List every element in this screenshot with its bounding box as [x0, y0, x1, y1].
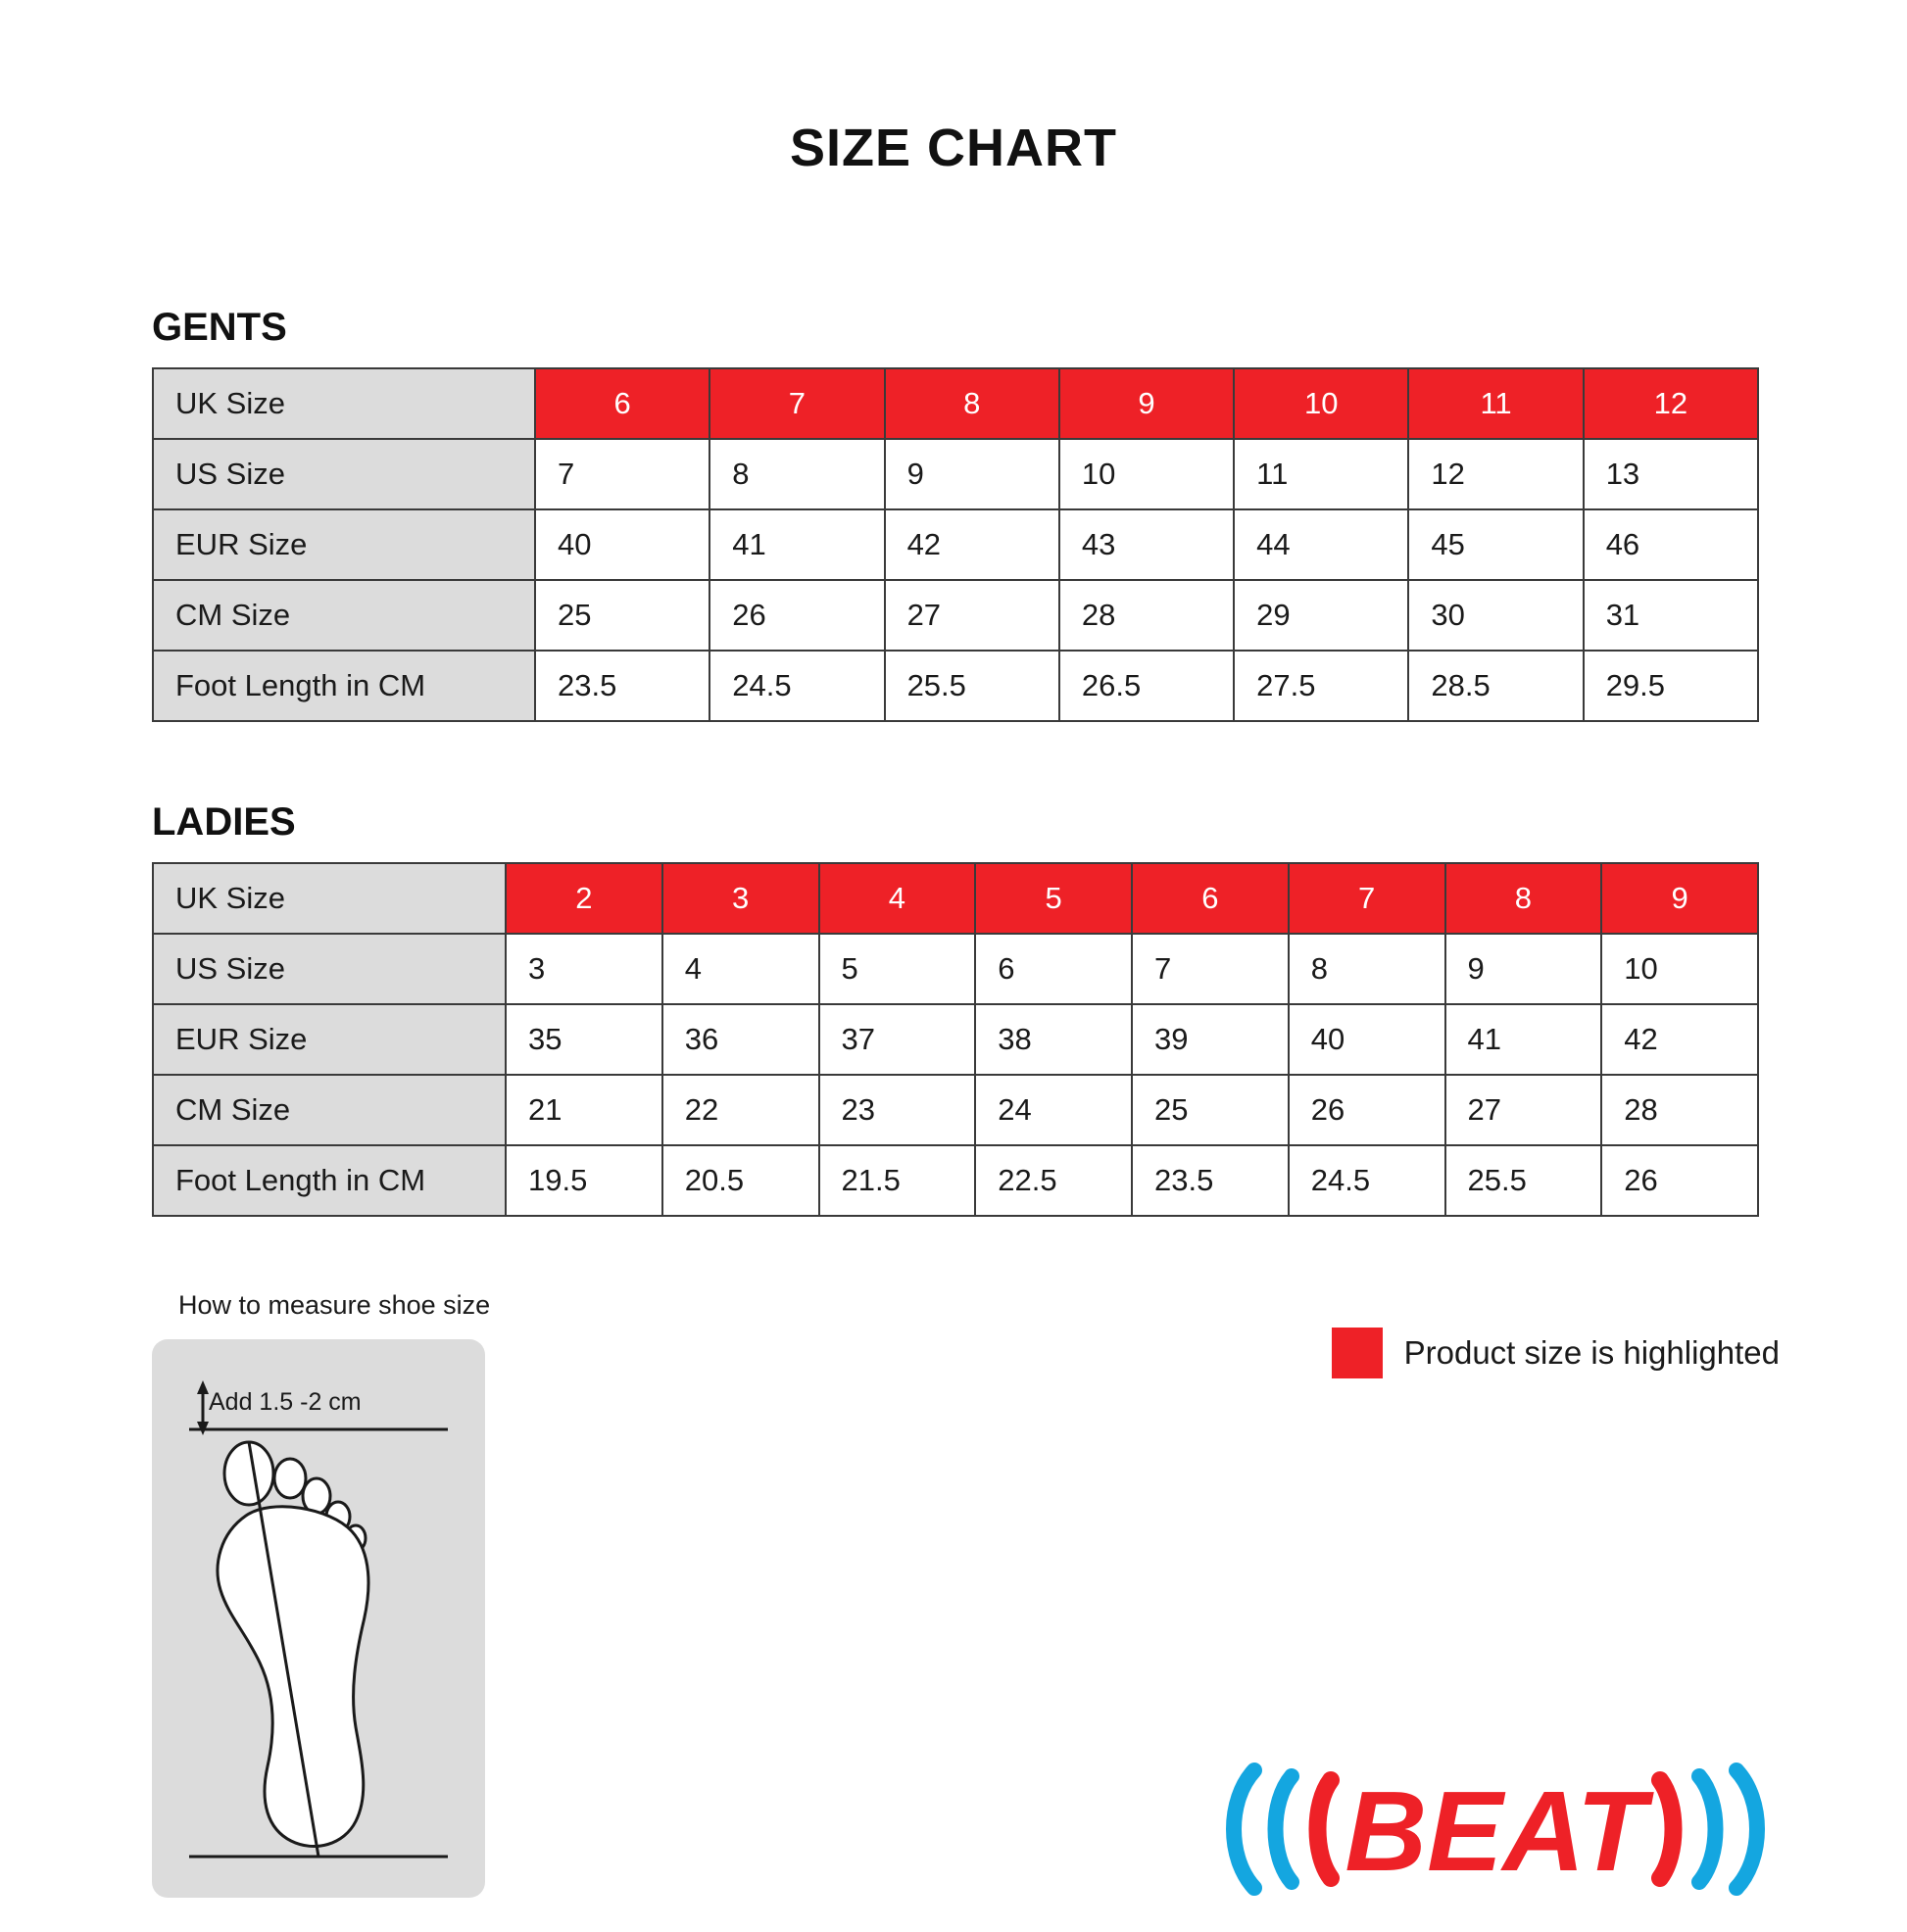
cell: 6: [535, 368, 709, 439]
row-label: CM Size: [153, 580, 535, 651]
cell: 12: [1408, 439, 1583, 509]
ladies-heading: LADIES: [152, 800, 296, 844]
cell: 20.5: [662, 1145, 819, 1216]
cell: 7: [1132, 934, 1289, 1004]
cell: 13: [1584, 439, 1758, 509]
cell: 25: [535, 580, 709, 651]
cell: 22: [662, 1075, 819, 1145]
measure-caption: How to measure shoe size: [178, 1290, 491, 1320]
cell: 28: [1059, 580, 1234, 651]
cell: 8: [1445, 863, 1602, 934]
cell: 28.5: [1408, 651, 1583, 721]
cell: 26: [1289, 1075, 1445, 1145]
cell: 22.5: [975, 1145, 1132, 1216]
cell: 38: [975, 1004, 1132, 1075]
cell: 28: [1601, 1075, 1758, 1145]
table-row: [153, 1075, 1758, 1145]
cell: 11: [1408, 368, 1583, 439]
cell: 40: [535, 509, 709, 580]
row-label: CM Size: [153, 1075, 506, 1145]
cell: 9: [1601, 863, 1758, 934]
cell: 25: [1132, 1075, 1289, 1145]
add-measure-note: Add 1.5 -2 cm: [209, 1388, 362, 1416]
cell: 24.5: [1289, 1145, 1445, 1216]
cell: 36: [662, 1004, 819, 1075]
cell: 10: [1059, 439, 1234, 509]
table-row: [153, 439, 1758, 509]
cell: 9: [885, 439, 1059, 509]
cell: 4: [819, 863, 976, 934]
cell: 8: [885, 368, 1059, 439]
cell: 23.5: [1132, 1145, 1289, 1216]
cell: 6: [1132, 863, 1289, 934]
foot-diagram-icon: [152, 1339, 485, 1898]
row-label: UK Size: [153, 368, 535, 439]
cell: 24: [975, 1075, 1132, 1145]
legend-color-swatch: [1332, 1328, 1383, 1378]
cell: 42: [1601, 1004, 1758, 1075]
cell: 5: [975, 863, 1132, 934]
brand-name: BEAT: [1345, 1767, 1646, 1895]
table-row: [153, 1145, 1758, 1216]
cell: 27: [885, 580, 1059, 651]
cell: 8: [709, 439, 884, 509]
cell: 27.5: [1234, 651, 1408, 721]
bottom-section: [0, 1290, 1907, 1895]
page-title: SIZE CHART: [790, 119, 1117, 177]
table-row: [153, 1004, 1758, 1075]
gents-size-table: [152, 367, 1759, 722]
cell: 7: [1289, 863, 1445, 934]
cell: 7: [709, 368, 884, 439]
cell: 24.5: [709, 651, 884, 721]
cell: 41: [1445, 1004, 1602, 1075]
table-row: [153, 580, 1758, 651]
gents-section: [0, 306, 1907, 722]
row-label: US Size: [153, 439, 535, 509]
cell: 37: [819, 1004, 976, 1075]
gents-heading: GENTS: [152, 306, 287, 349]
brand-logo: [1221, 1731, 1770, 1927]
cell: 45: [1408, 509, 1583, 580]
cell: 41: [709, 509, 884, 580]
table-row: [153, 651, 1758, 721]
cell: 25.5: [1445, 1145, 1602, 1216]
cell: 7: [535, 439, 709, 509]
cell: 29.5: [1584, 651, 1758, 721]
cell: 27: [1445, 1075, 1602, 1145]
cell: 10: [1601, 934, 1758, 1004]
cell: 44: [1234, 509, 1408, 580]
beat-logo-icon: [1221, 1731, 1770, 1927]
cell: 43: [1059, 509, 1234, 580]
row-label: UK Size: [153, 863, 506, 934]
cell: 30: [1408, 580, 1583, 651]
legend-label: Product size is highlighted: [1403, 1334, 1780, 1371]
cell: 39: [1132, 1004, 1289, 1075]
row-label: Foot Length in CM: [153, 1145, 506, 1216]
table-row: [153, 934, 1758, 1004]
table-row: [153, 863, 1758, 934]
cell: 26: [709, 580, 884, 651]
cell: 23: [819, 1075, 976, 1145]
cell: 9: [1059, 368, 1234, 439]
row-label: US Size: [153, 934, 506, 1004]
cell: 6: [975, 934, 1132, 1004]
cell: 31: [1584, 580, 1758, 651]
cell: 19.5: [506, 1145, 662, 1216]
cell: 35: [506, 1004, 662, 1075]
cell: 9: [1445, 934, 1602, 1004]
ladies-size-table: [152, 862, 1759, 1217]
cell: 46: [1584, 509, 1758, 580]
row-label: EUR Size: [153, 509, 535, 580]
cell: 21.5: [819, 1145, 976, 1216]
cell: 2: [506, 863, 662, 934]
legend: [1332, 1328, 1780, 1378]
cell: 40: [1289, 1004, 1445, 1075]
cell: 26.5: [1059, 651, 1234, 721]
cell: 23.5: [535, 651, 709, 721]
ladies-section: [0, 800, 1907, 1217]
cell: 29: [1234, 580, 1408, 651]
cell: 12: [1584, 368, 1758, 439]
cell: 26: [1601, 1145, 1758, 1216]
cell: 21: [506, 1075, 662, 1145]
cell: 4: [662, 934, 819, 1004]
cell: 25.5: [885, 651, 1059, 721]
cell: 3: [506, 934, 662, 1004]
cell: 42: [885, 509, 1059, 580]
cell: 8: [1289, 934, 1445, 1004]
cell: 11: [1234, 439, 1408, 509]
measure-diagram: [152, 1339, 485, 1898]
cell: 5: [819, 934, 976, 1004]
table-row: [153, 368, 1758, 439]
cell: 3: [662, 863, 819, 934]
table-row: [153, 509, 1758, 580]
row-label: Foot Length in CM: [153, 651, 535, 721]
row-label: EUR Size: [153, 1004, 506, 1075]
cell: 10: [1234, 368, 1408, 439]
